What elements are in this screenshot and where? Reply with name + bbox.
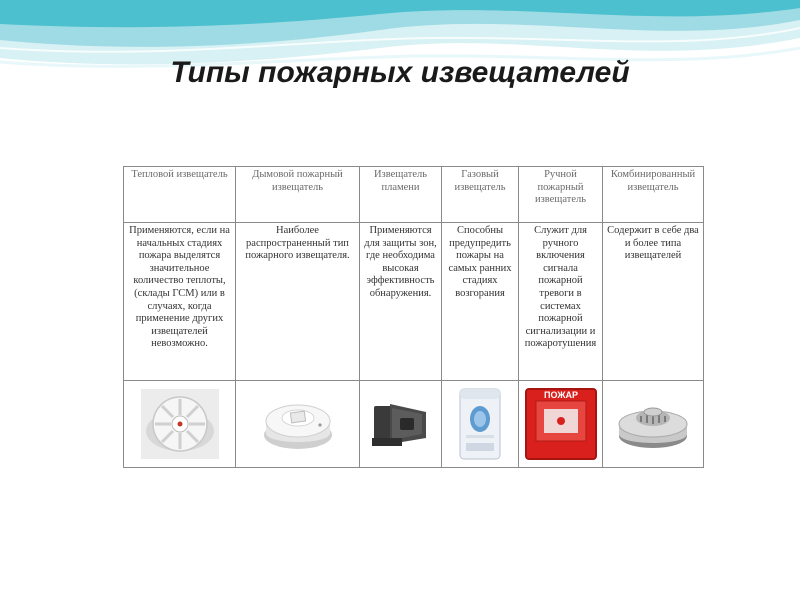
cell-smoke-detector-image <box>236 381 360 468</box>
header-combined-detector: Комбинированный извещатель <box>603 167 704 223</box>
table-description-row <box>124 223 704 381</box>
header-gas-detector: Газовый извещатель <box>442 167 519 223</box>
desc-combined-detector: Содержит в себе два и более типа извещателей <box>603 223 704 381</box>
table-header-row <box>124 167 704 223</box>
detector-types-table <box>123 166 704 468</box>
header-flame-detector: Извещатель пламени <box>360 167 442 223</box>
header-heat-detector: Тепловой извещатель <box>124 167 236 223</box>
desc-gas-detector: Способны предупредить пожары на самых ранних стадиях возгорания <box>442 223 519 381</box>
manual-call-point-icon <box>524 387 598 461</box>
desc-flame-detector: Применяются для защиты зон, где необходима высокая эффективность обнаружения. <box>360 223 442 381</box>
table-image-row <box>124 381 704 468</box>
header-wave-decoration <box>0 0 800 110</box>
desc-smoke-detector: Наиболее распространенный тип пожарного извещателя. <box>236 223 360 381</box>
cell-flame-detector-image <box>360 381 442 468</box>
smoke-detector-icon <box>258 389 338 459</box>
flame-detector-icon <box>366 394 436 454</box>
heat-detector-icon <box>141 389 219 459</box>
cell-heat-detector-image <box>124 381 236 468</box>
desc-heat-detector: Применяются, если на начальных стадиях пожара выделятся значительное количество теплоты, (склады ГСМ) или в случаях, когда применение других извещателей невозможно. <box>124 223 236 381</box>
slide-title: Типы пожарных извещателей <box>170 56 630 89</box>
gas-detector-icon <box>456 387 504 461</box>
cell-gas-detector-image <box>442 381 519 468</box>
cell-manual-call-point-image <box>519 381 603 468</box>
desc-manual-call-point: Служит для ручного включения сигнала пожарной тревоги в системах пожарной сигнализации и пожаротушения <box>519 223 603 381</box>
header-manual-call-point: Ручной пожарный извещатель <box>519 167 603 223</box>
combined-detector-icon <box>613 394 693 454</box>
manual-device-label: ПОЖАР <box>543 390 578 401</box>
header-smoke-detector: Дымовой пожарный извещатель <box>236 167 360 223</box>
cell-combined-detector-image <box>603 381 704 468</box>
